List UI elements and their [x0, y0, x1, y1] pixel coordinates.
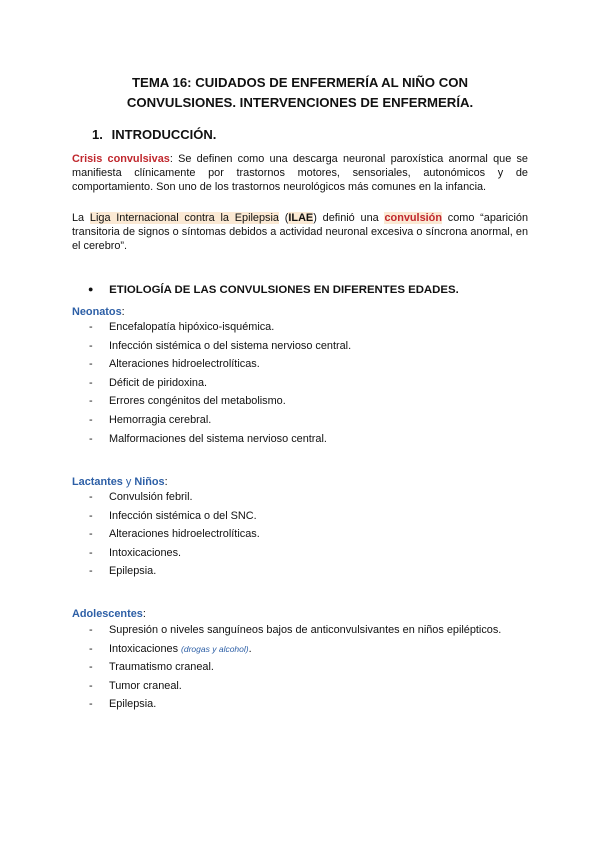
dash: - — [89, 491, 93, 503]
section-heading-introduccion — [92, 127, 216, 142]
dash: - — [89, 528, 93, 541]
item-text: Intoxicaciones — [109, 642, 179, 655]
list-item — [89, 488, 260, 507]
list-item — [89, 640, 501, 659]
label-colon: : — [164, 476, 168, 488]
item-text: Alteraciones hidroelectrolíticas. — [109, 358, 260, 371]
item-text: Errores congénitos del metabolismo. — [109, 395, 286, 408]
dash: - — [89, 624, 93, 636]
list-item — [89, 562, 260, 581]
group-label-adolescentes — [72, 608, 146, 620]
list-item — [89, 430, 351, 449]
item-text: Intoxicaciones. — [109, 546, 182, 559]
list-item — [89, 337, 351, 356]
item-text: Encefalopatía hipóxico-isquémica. — [109, 321, 275, 333]
group-label-neonatos — [72, 306, 125, 318]
title-line-2: CONVULSIONES. INTERVENCIONES DE ENFERMERÍA. — [126, 95, 474, 110]
list-item — [89, 525, 260, 544]
dash: - — [89, 432, 93, 445]
list-lactantes-ninos — [89, 488, 260, 581]
label-text: Neonatos — [72, 306, 122, 318]
paragraph-ilae — [72, 211, 528, 253]
group-label-lactantes-ninos — [72, 476, 168, 488]
text-run: definió una — [316, 212, 385, 224]
list-item — [89, 677, 501, 696]
label-text: Lactantes — [72, 476, 123, 488]
dash: - — [89, 698, 93, 711]
term-crisis-convulsivas: Crisis convulsivas — [72, 153, 170, 165]
term-colon: : — [169, 153, 173, 165]
item-text: Supresión o niveles sanguíneos bajos de anticonvulsivantes en niños epilépticos. — [109, 624, 502, 636]
list-item — [89, 355, 351, 374]
item-text-end: . — [248, 642, 252, 655]
note-drogas-alcohol: (drogas y alcohol) — [181, 643, 249, 654]
dash: - — [89, 509, 93, 522]
item-text: Déficit de piridoxina. — [109, 376, 208, 389]
item-text: Malformaciones del sistema nervioso central. — [109, 432, 327, 445]
bullet-icon: ● — [88, 284, 94, 294]
text-run: ( — [278, 212, 289, 224]
label-text: Adolescentes — [72, 608, 143, 620]
text-run: La — [72, 212, 90, 224]
abbr-ilae: ILAE — [288, 212, 314, 224]
dash: - — [89, 565, 93, 578]
list-item — [89, 621, 501, 640]
dash: - — [89, 376, 93, 389]
title-line-1: TEMA 16: CUIDADOS DE ENFERMERÍA AL NIÑO CON — [131, 75, 469, 90]
item-text: Tumor craneal. — [109, 679, 182, 692]
label-colon: : — [142, 608, 146, 620]
label-colon: : — [121, 306, 125, 318]
item-text: Infección sistémica o del sistema nervioso central. — [109, 339, 352, 352]
subheading-etiologia — [88, 284, 459, 296]
org-name-highlight: Liga Internacional contra la Epilepsia — [89, 212, 279, 224]
term-convulsion: convulsión — [384, 212, 442, 224]
dash: - — [89, 339, 93, 352]
dash: - — [89, 679, 93, 692]
list-item — [89, 544, 260, 563]
dash: - — [89, 661, 93, 674]
list-item — [89, 507, 260, 526]
section-heading-text: INTRODUCCIÓN. — [111, 127, 217, 142]
text-run: como “aparición transitoria de signos o síntomas debidos a actividad neuronal excesiva o síncrona anormal, en el cerebro”. — [72, 212, 529, 252]
item-text: Epilepsia. — [109, 565, 157, 578]
list-item — [89, 695, 501, 714]
item-text: Traumatismo craneal. — [109, 661, 214, 674]
label-text: Niños — [134, 476, 165, 488]
list-item — [89, 318, 351, 337]
item-text: Epilepsia. — [109, 698, 157, 711]
list-item — [89, 411, 351, 430]
subheading-text: ETIOLOGÍA DE LAS CONVULSIONES EN DIFERENTES EDADES. — [109, 284, 459, 296]
paragraph-text: Se definen como una descarga neuronal paroxística anormal que se manifiesta clínicamente por trastornos motores, sensoriales, autonómicos y de comportamiento. Son uno de los trastornos neurológicos más comunes en la infancia. — [72, 153, 528, 193]
page-title — [60, 73, 540, 113]
item-text: Hemorragia cerebral. — [109, 413, 212, 426]
dash: - — [89, 546, 93, 559]
list-item — [89, 374, 351, 393]
list-item — [89, 658, 501, 677]
dash: - — [89, 358, 93, 371]
label-conj: y — [122, 476, 135, 488]
text-run: ) — [313, 212, 317, 224]
paragraph-crisis-convulsivas — [72, 152, 528, 194]
item-text: Infección sistémica o del SNC. — [109, 509, 257, 522]
list-item — [89, 392, 351, 411]
section-number: 1. — [92, 127, 103, 142]
dash: - — [89, 395, 93, 408]
item-text: Alteraciones hidroelectrolíticas. — [109, 528, 260, 541]
list-neonatos — [89, 318, 351, 448]
dash: - — [89, 642, 93, 655]
list-adolescentes — [89, 621, 501, 714]
dash: - — [89, 321, 93, 333]
dash: - — [89, 413, 93, 426]
item-text: Convulsión febril. — [109, 491, 193, 503]
